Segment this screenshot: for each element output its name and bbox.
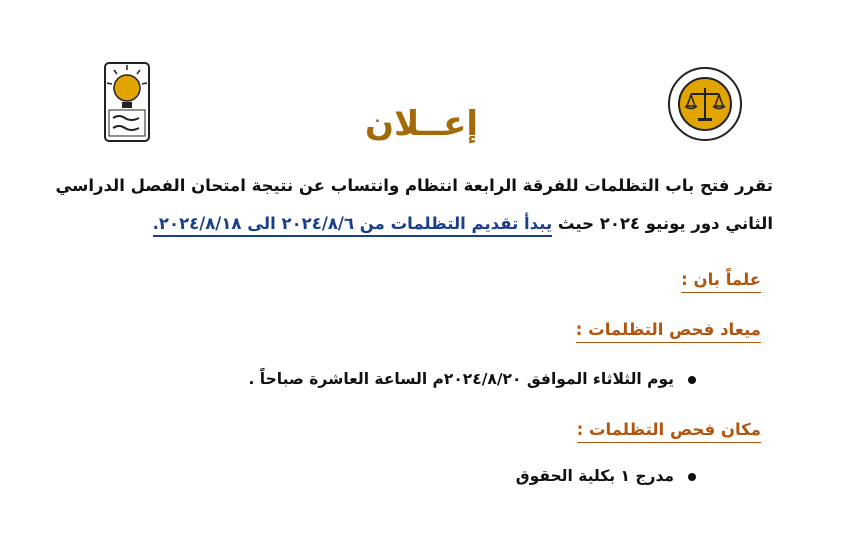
submission-period-highlight: يبدأ تقديم التظلمات من ٢٠٢٤/٨/٦ الى ٢٠٢٤/٨/١٨. — [153, 214, 553, 237]
announcement-title: إعــلان — [365, 104, 478, 144]
examination-date-item — [248, 370, 696, 388]
bullet-icon — [688, 376, 696, 384]
announcement-line-1: تقرر فتح باب التظلمات للفرقة الرابعة انتظام وانتساب عن نتيجة امتحان الفصل الدراسي — [55, 176, 773, 195]
examination-date-heading: ميعاد فحص التظلمات : — [576, 320, 761, 343]
announcement-line-2 — [53, 214, 773, 233]
line-2-prefix: الثاني دور يونيو ٢٠٢٤ حيث — [552, 214, 773, 233]
note-heading: علماً بان : — [681, 270, 761, 293]
examination-place-heading: مكان فحص التظلمات : — [577, 420, 761, 443]
examination-place-text: مدرج ١ بكلية الحقوق — [515, 467, 674, 485]
examination-place-item — [516, 467, 696, 485]
bullet-icon — [688, 473, 696, 481]
examination-date-text: يوم الثلاثاء الموافق ٢٠٢٤/٨/٢٠م الساعة العاشرة صباحاً . — [248, 370, 674, 388]
